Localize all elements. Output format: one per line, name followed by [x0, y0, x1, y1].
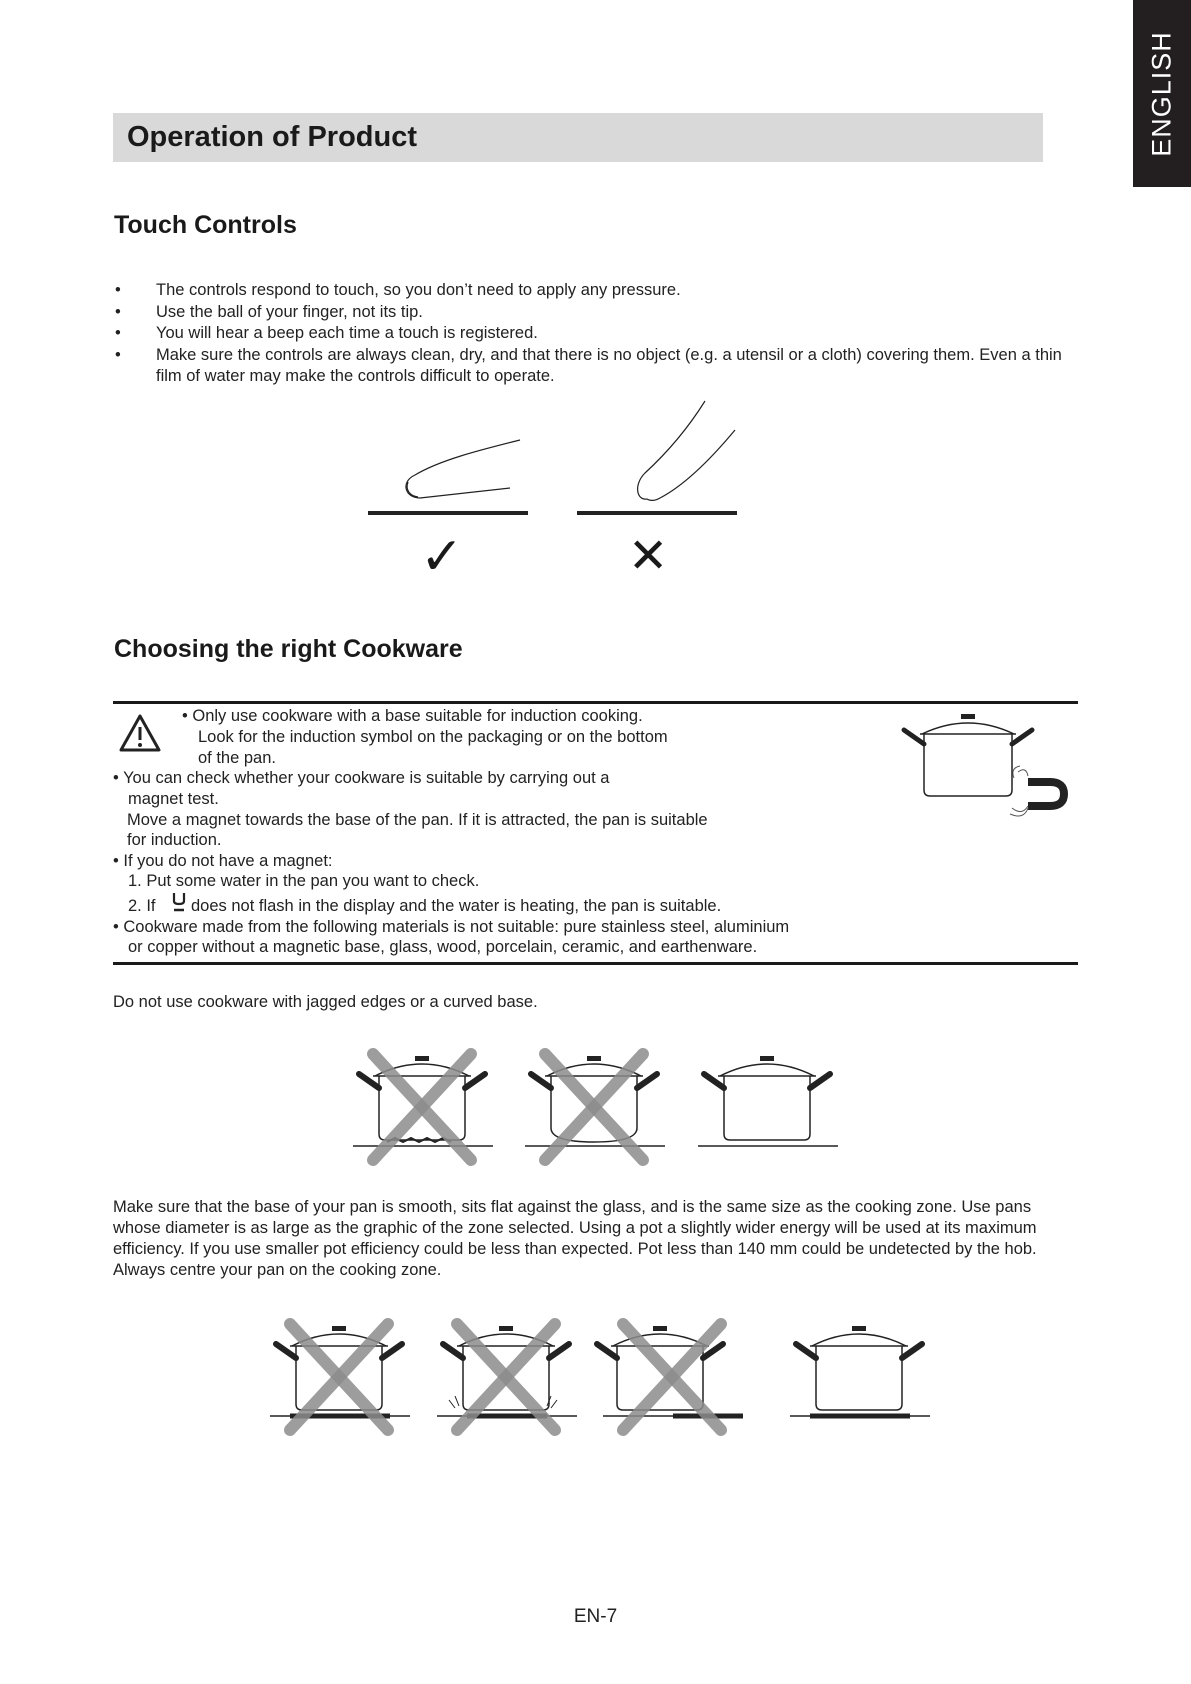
cross-icon: ✕ [628, 530, 669, 583]
box-line: • Only use cookware with a base suitable for induction cooking. [182, 707, 643, 725]
box-line: • You can check whether your cookware is suitable by carrying out a [113, 769, 610, 787]
cookware-heading: Choosing the right Cookware [114, 635, 463, 663]
box-line: magnet test. [128, 790, 219, 808]
pot-magnet-illustration [900, 712, 1070, 822]
check-icon: ✓ [420, 528, 464, 586]
small-pot-large-zone-illustration [270, 1320, 410, 1440]
finger-tip-illustration [575, 395, 750, 520]
language-tab [1133, 0, 1191, 187]
section-title-bar [113, 113, 1043, 162]
curved-pot-illustration [525, 1050, 665, 1170]
box-line: 1. Put some water in the pan you want to check. [128, 872, 480, 890]
finger-flat-illustration [360, 430, 540, 520]
box-top-rule [113, 701, 1078, 704]
box-line: or copper without a magnetic base, glass, wood, porcelain, ceramic, and earthenware. [128, 938, 758, 956]
box-line: does not flash in the display and the water is heating, the pan is suitable. [191, 897, 722, 915]
good-pot-illustration [698, 1050, 838, 1170]
list-item: • You will hear a beep each time a touch is registered. [115, 324, 538, 342]
list-item: • The controls respond to touch, so you don’t need to apply any pressure. [115, 281, 681, 299]
box-line: • Cookware made from the following materials is not suitable: pure stainless steel, aluminium [113, 918, 790, 936]
touch-controls-list [113, 280, 1073, 388]
box-line: Look for the induction symbol on the packaging or on the bottom [198, 728, 668, 746]
box-line: Move a magnet towards the base of the pan. If it is attracted, the pan is suitable [127, 811, 708, 829]
section-title: Operation of Product [127, 121, 417, 153]
box-line: for induction. [127, 831, 222, 849]
touch-controls-heading: Touch Controls [114, 211, 297, 239]
jagged-pot-illustration [353, 1050, 493, 1170]
centred-pot-illustration [790, 1320, 930, 1440]
language-label: ENGLISH [1146, 30, 1177, 157]
warning-icon [118, 713, 162, 753]
box-line: 2. If [128, 897, 156, 915]
jagged-note: Do not use cookware with jagged edges or a curved base. [113, 993, 538, 1011]
box-line: • If you do not have a magnet: [113, 852, 333, 870]
page-number: EN-7 [573, 1606, 618, 1627]
box-line: of the pan. [198, 749, 276, 767]
list-item: • Use the ball of your finger, not its tip. [115, 302, 423, 321]
base-paragraph: Make sure that the base of your pan is smooth, sits flat against the glass, and is the same size as the cooking zone. Use pans whose diameter is as large as the graphic of the zone selected. Using a pot a slightly wider energy will be used at its maximum efficiency. If you use smaller pot efficiency could be less than expected. Pot less than 140 mm could be undetected by the hob. Always centre your pan on the cooking zone. [113, 1198, 1037, 1279]
box-bottom-rule [113, 962, 1078, 965]
overheat-pot-illustration [437, 1320, 577, 1440]
off-centre-pot-illustration [603, 1320, 743, 1440]
display-symbol-icon [172, 891, 186, 913]
list-item: • Make sure the controls are always clean, dry, and that there is no object (e.g. a utensil or a cloth) covering them. Even a thin film of water may make the controls difficult to operate. [115, 345, 1062, 385]
